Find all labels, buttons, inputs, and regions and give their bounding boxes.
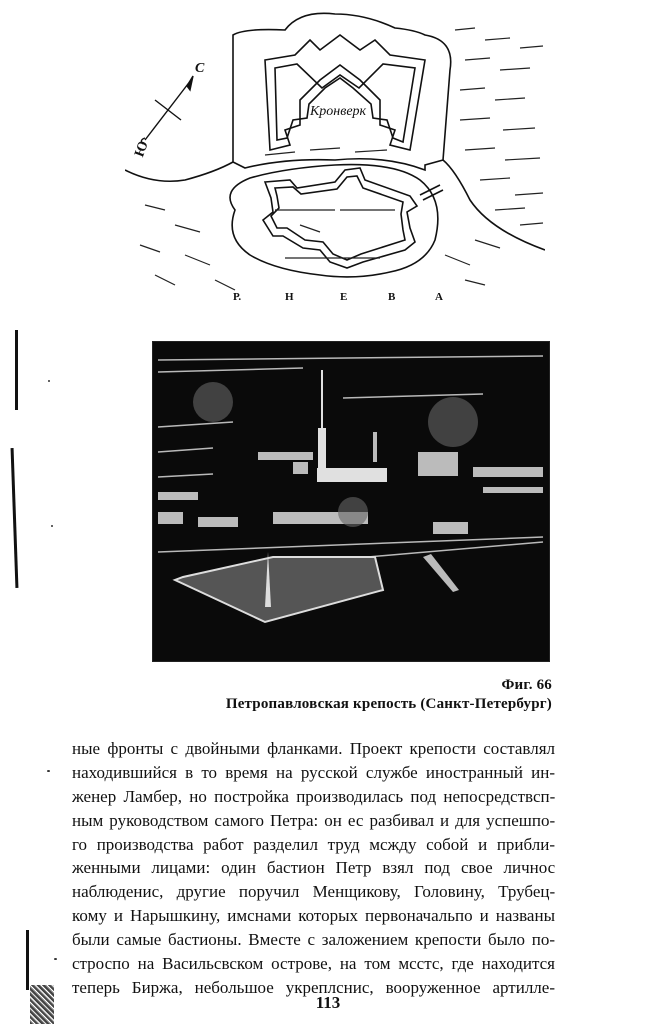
scan-speck: [47, 770, 50, 772]
body-line: теперь Биржа, небольшое укреплснис, вооруженное артилле-: [72, 977, 555, 997]
river-label-letter: Р.: [233, 291, 242, 303]
body-line: женер Ламбер, но постройка производилась под непосредствсп-: [72, 786, 556, 806]
scan-edge-mark: [15, 330, 18, 410]
scan-speck: [51, 525, 53, 527]
river-label-letter: Н: [285, 291, 294, 303]
compass-south-label: Ю: [132, 139, 152, 160]
body-line: строспо на Васильсвском острове, на том мсстс, где находится: [72, 954, 555, 974]
body-line: находившийся в то время на русской службе иностранный ин-: [72, 762, 555, 782]
compass-north-label: С: [195, 61, 205, 76]
body-line: го производства работ разделил труд мсжду собой и прибли-: [72, 834, 555, 854]
river-label-letter: В: [388, 291, 396, 303]
river-label-letter: Е: [340, 291, 348, 303]
body-line: женными лицами: один бастион Петр взял под свое личнос: [72, 858, 556, 878]
body-line: ные фронты с двойными фланками. Проект крепости составлял: [72, 739, 555, 758]
kronwerk-label: Кронверк: [310, 104, 367, 119]
body-line: наблюденис, другие поручил Менщикову, Головину, Трубец-: [72, 882, 556, 902]
scan-edge-mark: [11, 448, 19, 588]
page-number: 113: [315, 993, 341, 1012]
fortress-inner-walls: [271, 176, 405, 260]
scan-edge-mark: [26, 930, 29, 990]
river-label-letter: А: [435, 291, 443, 303]
fortress-walls: [263, 168, 417, 268]
compass-icon: [141, 76, 193, 144]
figure-title: Петропавловская крепость (Санкт-Петербург): [225, 696, 552, 712]
body-text: [72, 737, 555, 1000]
figure-number: Фиг. 66: [501, 677, 552, 693]
fortress-map: [125, 0, 545, 310]
shoreline-left: [125, 162, 233, 181]
scan-speck: [48, 380, 50, 382]
scan-speck: [54, 958, 57, 960]
body-line: были самые бастионы. Вместе с заложением крепости было по-: [72, 930, 555, 950]
fortress-engraving-photo: [152, 341, 550, 662]
body-line: кому и Нарышкину, имснами которых первоначальпо и названы: [72, 906, 555, 926]
shoreline: [443, 160, 545, 250]
body-line: ным руководством самого Петра: он ес разбивал и для успешпо-: [72, 810, 556, 830]
